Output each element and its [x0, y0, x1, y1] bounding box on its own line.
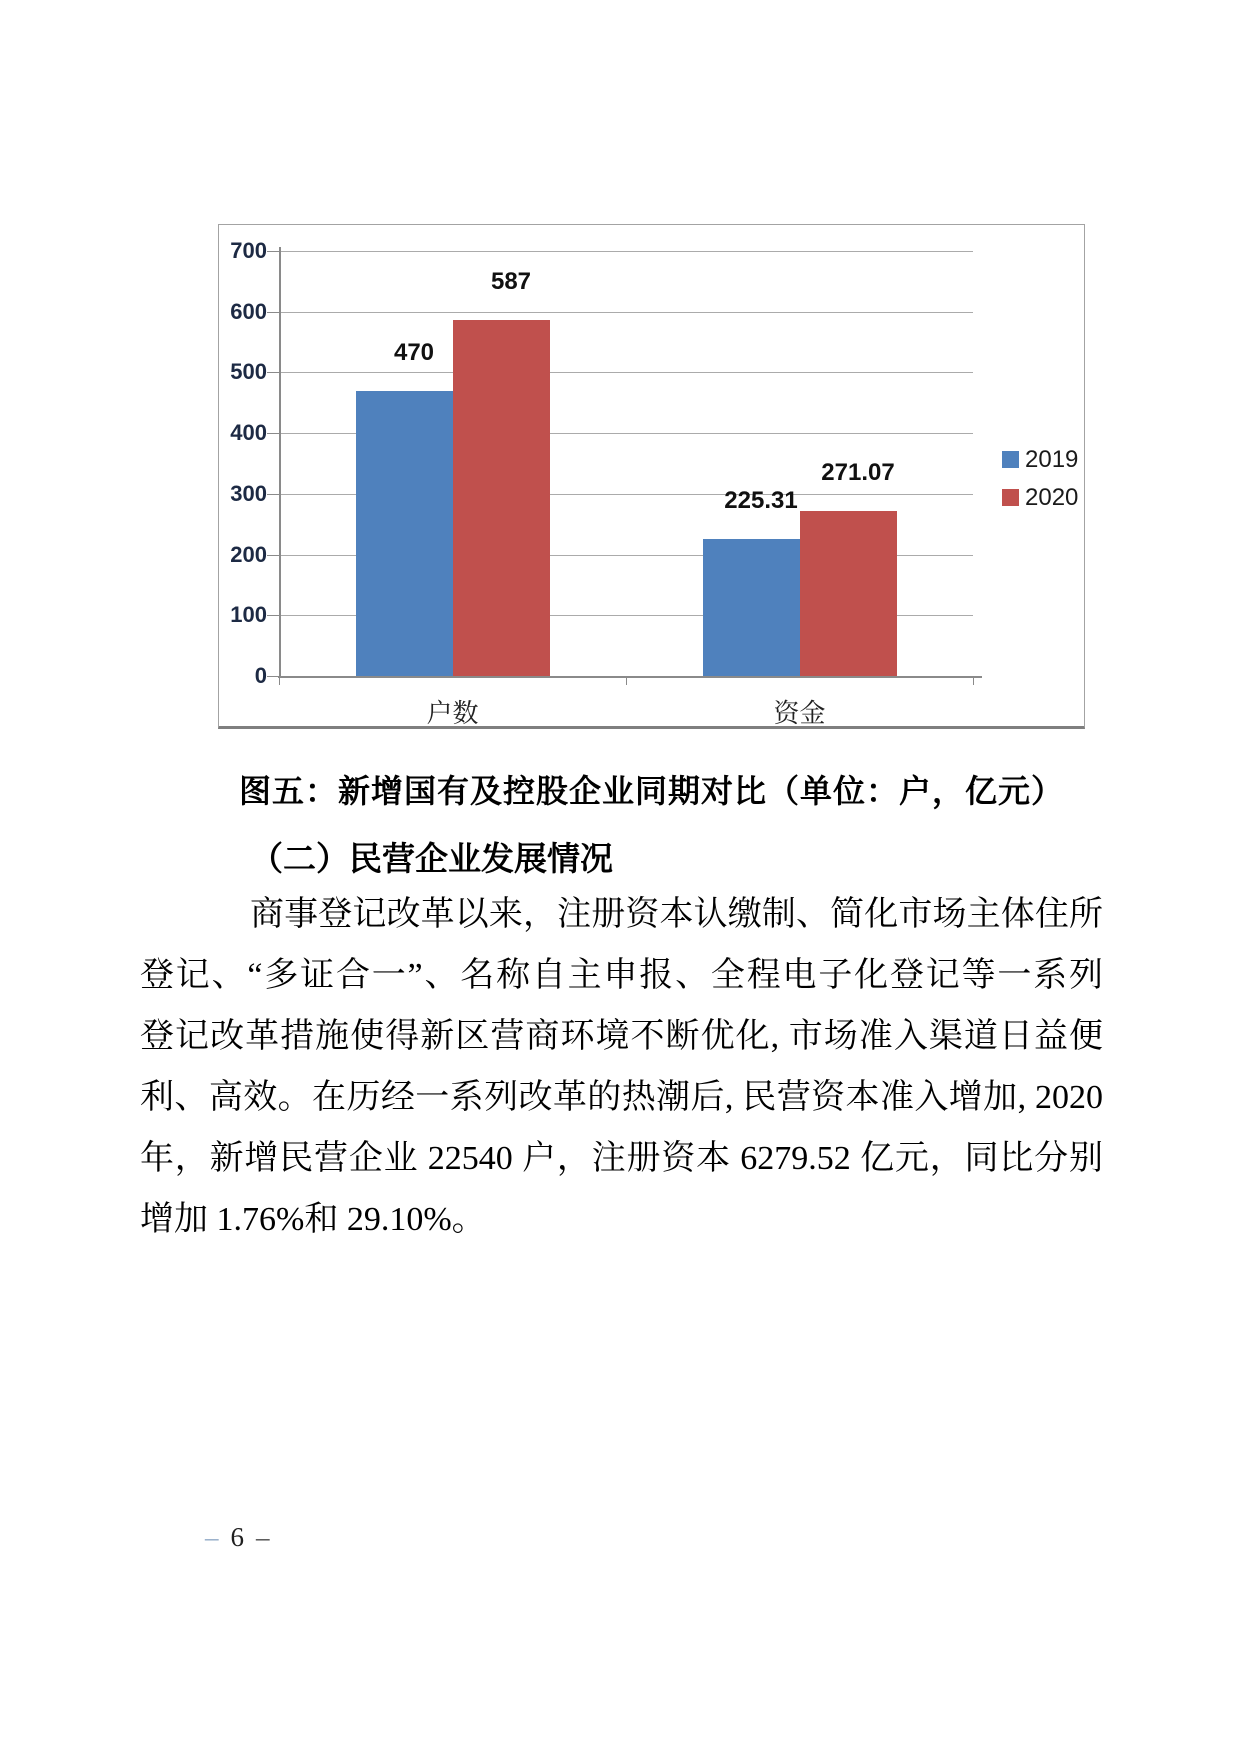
bar-2019 [703, 539, 800, 676]
y-axis-label: 400 [230, 420, 267, 446]
legend-swatch [1002, 489, 1019, 506]
bar-value-label: 470 [393, 338, 435, 366]
gridline [279, 251, 973, 252]
y-axis-label: 200 [230, 541, 267, 567]
page-number-value: 6 [230, 1522, 244, 1552]
y-axis-label: 100 [230, 602, 267, 628]
x-axis-line [278, 676, 982, 678]
y-axis-tick [267, 433, 279, 434]
y-axis-tick [267, 555, 279, 556]
x-axis-tick [279, 676, 280, 685]
y-axis-line [279, 247, 281, 678]
gridline [279, 372, 973, 373]
paragraph-line: 登记、“多证合一”、名称自主申报、全程电子化登记等一系列 [140, 957, 1103, 994]
y-axis-label: 700 [230, 238, 267, 263]
y-axis-tick [267, 372, 279, 373]
chart-caption: 图五：新增国有及控股企业同期对比（单位：户，亿元） [238, 773, 1064, 809]
x-axis-tick [973, 676, 974, 685]
y-axis-label: 500 [230, 359, 267, 385]
x-axis-tick [626, 676, 627, 685]
bar-2020 [453, 320, 550, 676]
body-paragraph [140, 884, 1103, 1250]
y-axis-tick [267, 615, 279, 616]
bar-chart [219, 225, 1084, 726]
y-axis-label: 300 [230, 480, 267, 506]
category-label: 户数 [426, 699, 479, 728]
paragraph-line: 利、高效。在历经一系列改革的热潮后, 民营资本准入增加, 2020 [140, 1079, 1103, 1116]
paragraph-line: 增加 1.76%和 29.10%。 [140, 1201, 486, 1238]
bar-value-label: 271.07 [821, 459, 895, 487]
y-axis-label: 0 [254, 663, 267, 688]
bar-value-label: 225.31 [724, 487, 798, 515]
y-axis-tick [267, 251, 279, 252]
bar-2019 [356, 391, 453, 676]
category-label: 资金 [773, 699, 826, 728]
legend-swatch [1002, 451, 1019, 468]
paragraph-line: 年，新增民营企业 22540 户，注册资本 6279.52 亿元，同比分别 [140, 1140, 1103, 1177]
y-axis-tick [267, 312, 279, 313]
bar-value-label: 587 [490, 267, 532, 295]
y-axis-tick [267, 494, 279, 495]
page-number-dash: – [256, 1522, 270, 1552]
bar-2020 [800, 511, 897, 676]
y-axis-label: 600 [230, 298, 267, 324]
legend-label: 2020 [1025, 484, 1079, 511]
gridline [279, 312, 973, 313]
section-heading: （二）民营企业发展情况 [250, 842, 613, 878]
chart-frame [218, 224, 1085, 729]
page-number-dash: – [205, 1522, 219, 1552]
legend-label: 2019 [1025, 446, 1079, 473]
paragraph-line: 商事登记改革以来，注册资本认缴制、简化市场主体住所 [250, 896, 1103, 933]
paragraph-line: 登记改革措施使得新区营商环境不断优化, 市场准入渠道日益便 [140, 1018, 1103, 1055]
page-number [205, 1522, 270, 1553]
